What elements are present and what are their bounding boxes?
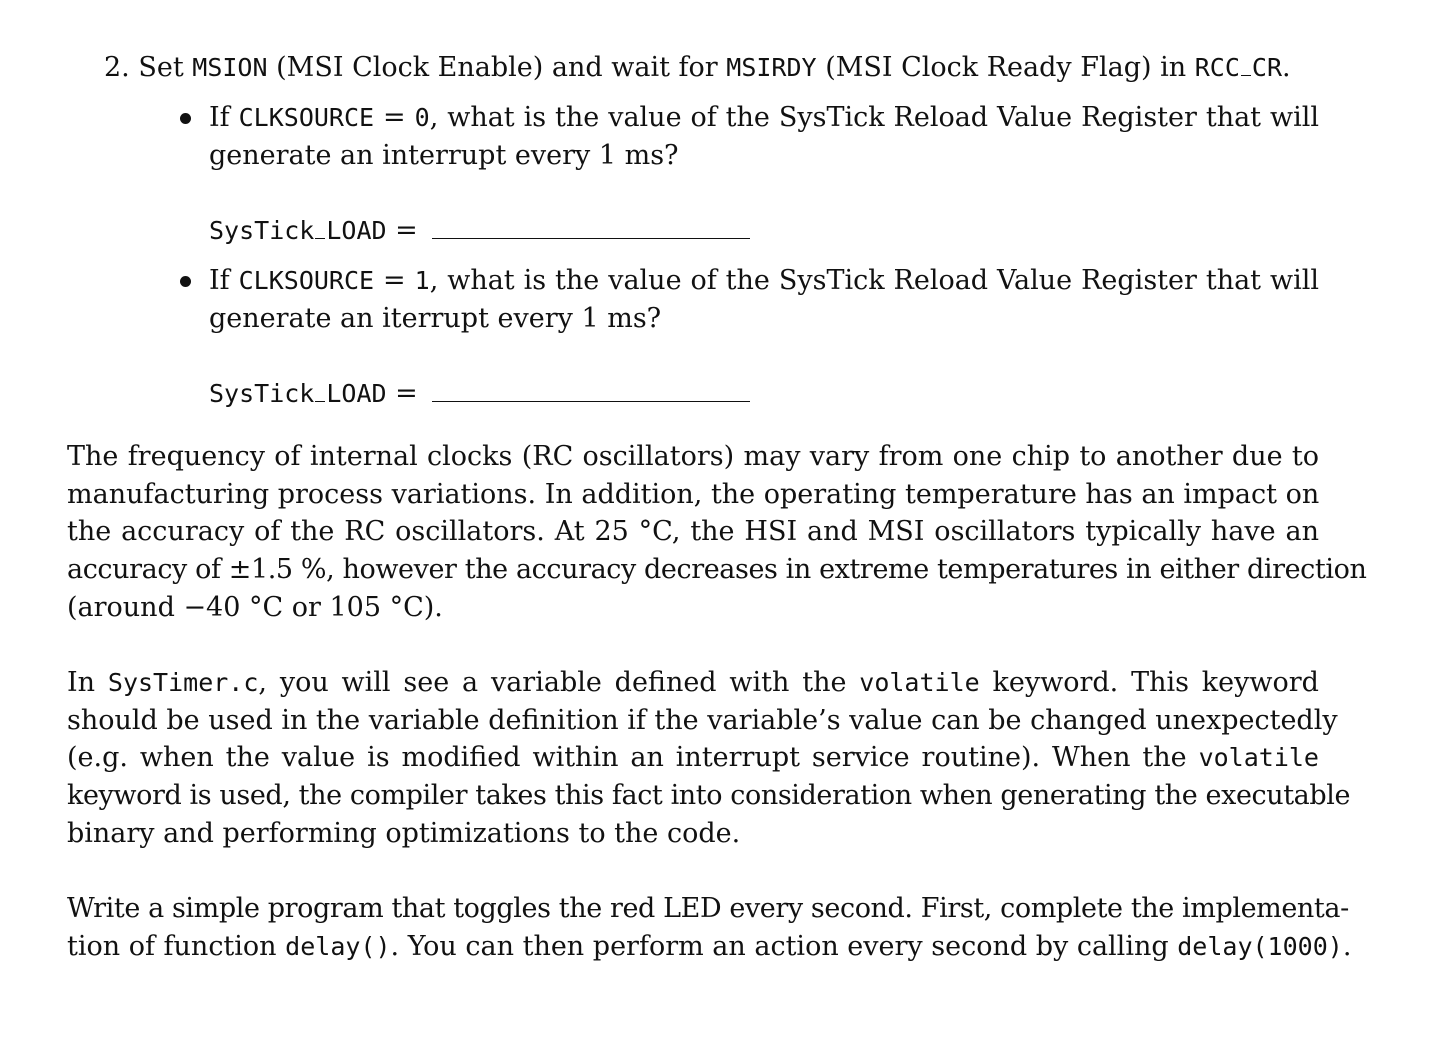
msirdy-description: (MSI Clock Ready Flag) in: [825, 52, 1187, 83]
step-text: Set: [138, 52, 184, 83]
underscore-mark: [1241, 55, 1251, 76]
bullet-icon: [180, 276, 191, 287]
underscore-mark: [315, 218, 325, 239]
answer-blank-2[interactable]: [432, 375, 750, 402]
bullet-2-line-2: generate an iterrupt every 1 ms?: [209, 303, 662, 334]
bullet-icon: [180, 113, 191, 124]
msion-description: (MSI Clock Enable) and wait for: [276, 52, 718, 83]
systimer-file-code: SysTimer.c: [107, 668, 259, 697]
para-2-line-5: binary and performing optimizations to the code.: [67, 818, 741, 849]
para-2-line-1: In SysTimer.c, you will see a variable defined with the volatile keyword. This keyword: [67, 667, 1319, 698]
underscore-mark: [315, 381, 325, 402]
para-2-line-3: (e.g. when the value is modified within an interrupt service routine). When the volatile: [67, 742, 1319, 773]
bullet-2-line-1: If CLKSOURCE = 1, what is the value of the SysTick Reload Value Register that will: [209, 265, 1319, 296]
clksource-value: 1: [414, 266, 430, 295]
para-2-line-2: should be used in the variable definition if the variable’s value can be changed unexpectedly: [67, 705, 1338, 736]
step-number: 2.: [104, 52, 130, 83]
systick-load-answer-1: SysTick LOAD =: [209, 212, 750, 250]
systick-load-code: SysTick LOAD: [209, 216, 387, 245]
clksource-code: CLKSOURCE: [238, 103, 375, 132]
delay-call-code: delay(1000): [1177, 932, 1343, 961]
para-1-line-3: the accuracy of the RC oscillators. At 25 °C, the HSI and MSI oscillators typically have an: [67, 516, 1319, 547]
step-2-line: 2. Set MSION (MSI Clock Enable) and wait for MSIRDY (MSI Clock Ready Flag) in RCC CR.: [104, 52, 1291, 83]
answer-blank-1[interactable]: [432, 212, 750, 239]
msirdy-code: MSIRDY: [726, 53, 817, 82]
bullet-1-line-2: generate an interrupt every 1 ms?: [209, 140, 679, 171]
clksource-code: CLKSOURCE: [238, 266, 375, 295]
para-1-line-1: The frequency of internal clocks (RC oscillators) may vary from one chip to another due to: [67, 441, 1319, 472]
delay-function-code: delay(): [285, 932, 391, 961]
systick-load-answer-2: SysTick LOAD =: [209, 375, 750, 413]
para-1-line-2: manufacturing process variations. In addition, the operating temperature has an impact on: [67, 479, 1320, 510]
rcc-cr-code: RCC CR: [1194, 53, 1283, 82]
systick-load-code: SysTick LOAD: [209, 379, 387, 408]
bullet-1-line-1: If CLKSOURCE = 0, what is the value of the SysTick Reload Value Register that will: [209, 102, 1319, 133]
volatile-code: volatile: [1198, 743, 1319, 772]
volatile-code: volatile: [859, 668, 980, 697]
para-3-line-1: Write a simple program that toggles the red LED every second. First, complete the implementa-: [67, 893, 1349, 924]
clksource-value: 0: [414, 103, 430, 132]
para-2-line-4: keyword is used, the compiler takes this fact into consideration when generating the executable: [67, 780, 1351, 811]
para-1-line-5: (around −40 °C or 105 °C).: [67, 592, 443, 623]
para-1-line-4: accuracy of ±1.5 %, however the accuracy decreases in extreme temperatures in either direction: [67, 554, 1367, 585]
msion-code: MSION: [192, 53, 268, 82]
para-3-line-2: tion of function delay(). You can then perform an action every second by calling delay(1000).: [67, 931, 1352, 962]
